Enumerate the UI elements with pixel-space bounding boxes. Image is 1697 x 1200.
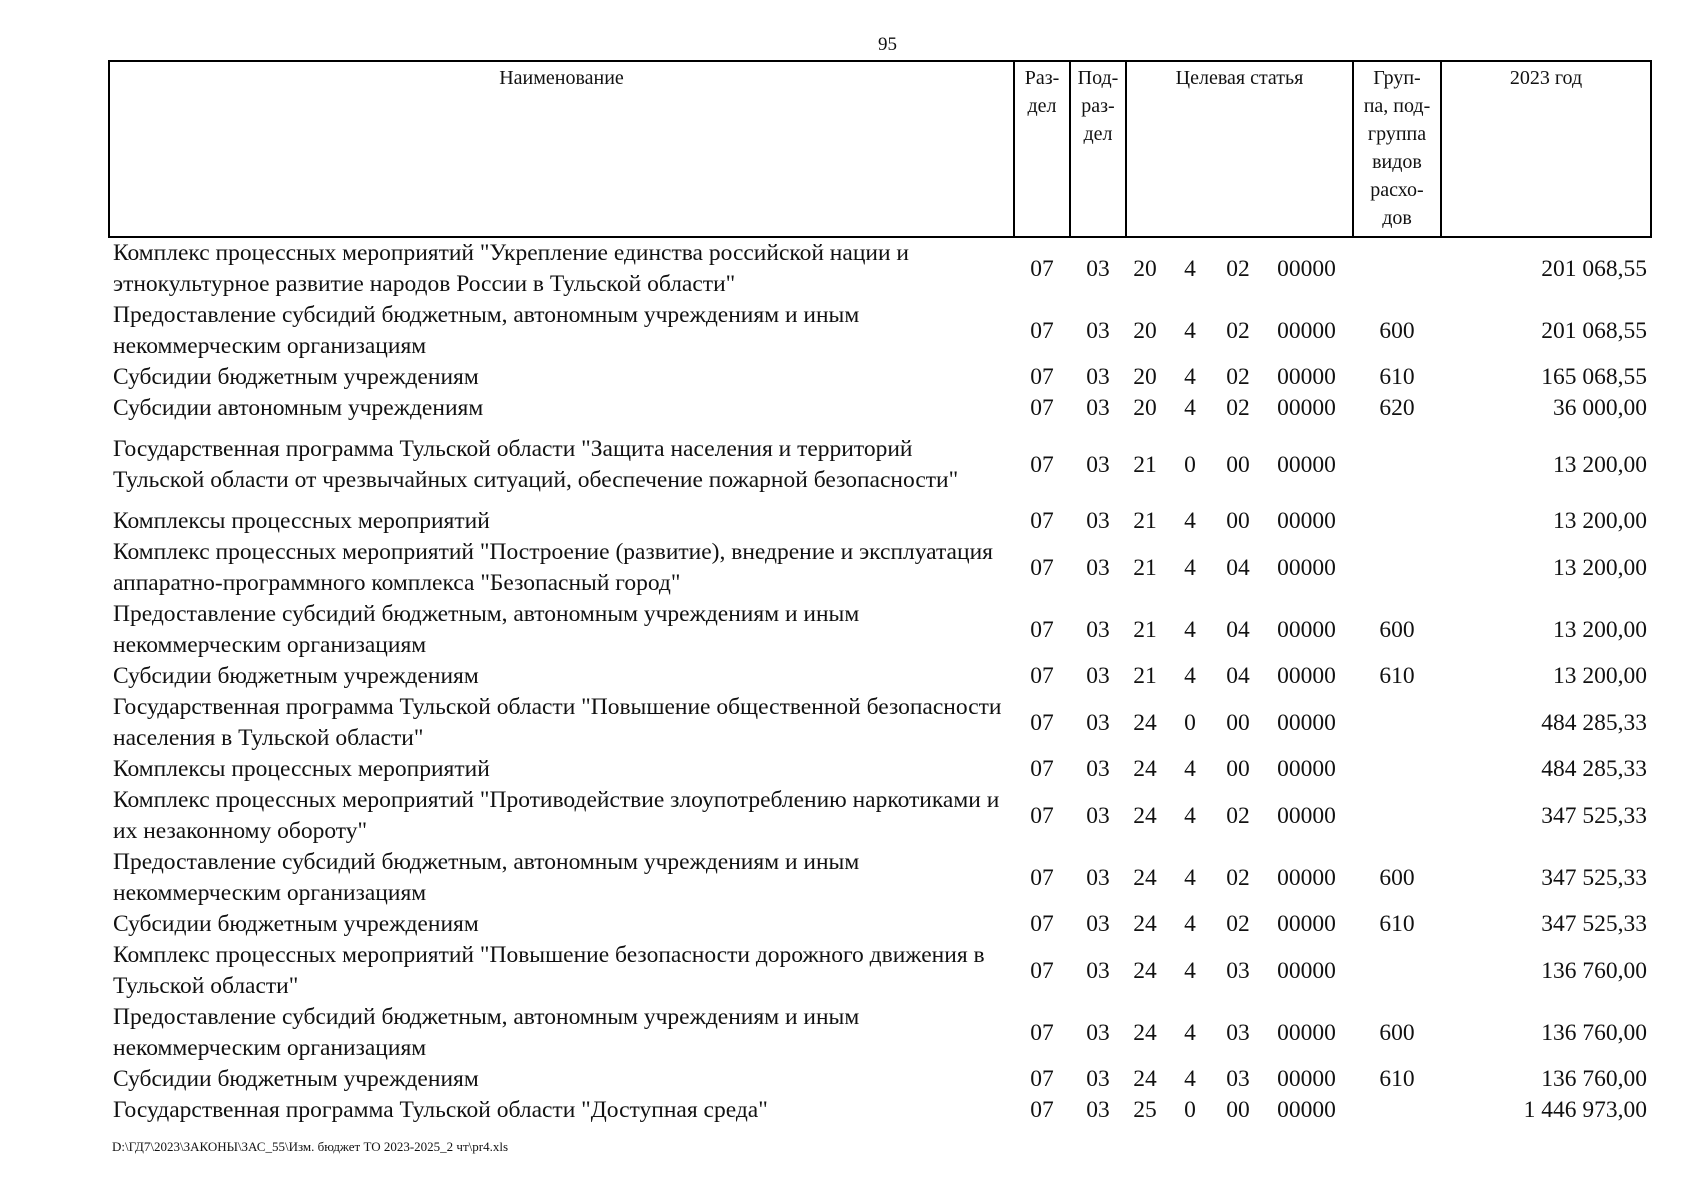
row-target-direction: 00000 (1277, 554, 1336, 581)
row-podrazdel: 03 (1086, 255, 1110, 282)
row-target-program: 21 (1133, 663, 1157, 689)
row-razdel: 07 (1030, 317, 1054, 344)
row-target-subprogram: 00 (1226, 756, 1250, 782)
row-expense-group (1353, 424, 1441, 506)
row-target-type: 4 (1184, 802, 1196, 829)
row-target-program: 20 (1133, 364, 1157, 390)
row-podrazdel: 03 (1086, 508, 1110, 534)
row-target-program: 21 (1133, 616, 1157, 643)
row-amount-2023: 13 200,00 (1553, 451, 1647, 478)
row-name: Субсидии автономным учреждениям (113, 395, 484, 421)
row-amount-2023: 136 760,00 (1541, 1019, 1647, 1046)
header-name: Наименование (109, 61, 1014, 237)
table-body (109, 237, 1651, 1126)
row-razdel: 07 (1030, 1019, 1054, 1046)
row-razdel: 07 (1030, 451, 1054, 478)
row-razdel: 07 (1030, 255, 1054, 282)
file-path-footer: D:\ГД7\2023\ЗАКОНЫ\ЗАС_55\Изм. бюджет ТО 2023-2025_2 чт\pr4.xls (112, 1139, 509, 1154)
row-razdel: 07 (1030, 1097, 1054, 1123)
row-name: Предоставление субсидий бюджетным, автономным учреждениям и иным некоммерческим организациям (113, 1004, 860, 1061)
row-expense-group (1353, 537, 1441, 599)
row-name: Субсидии бюджетным учреждениям (113, 911, 479, 937)
row-podrazdel: 03 (1086, 911, 1110, 937)
row-target-type: 4 (1184, 756, 1196, 782)
row-target-subprogram: 02 (1226, 395, 1250, 421)
row-target-program: 25 (1133, 1097, 1157, 1123)
row-target-type: 4 (1184, 864, 1196, 891)
row-name: Предоставление субсидий бюджетным, автономным учреждениям и иным некоммерческим организациям (113, 601, 860, 658)
header-group: Груп- па, под- группа видов расхо- дов (1353, 61, 1441, 237)
row-target-subprogram: 02 (1226, 911, 1250, 937)
table-row (109, 424, 1651, 506)
row-target-direction: 00000 (1277, 364, 1336, 390)
row-razdel: 07 (1030, 957, 1054, 984)
row-name: Комплекс процессных мероприятий "Укрепление единства российской нации и этнокультурное развитие народов России в Тульской области" (113, 240, 909, 297)
row-target-direction: 00000 (1277, 317, 1336, 344)
row-target-program: 21 (1133, 508, 1157, 534)
table-row (109, 692, 1651, 754)
row-target-type: 0 (1184, 709, 1196, 736)
row-target-direction: 00000 (1277, 1019, 1336, 1046)
row-amount-2023: 36 000,00 (1553, 395, 1647, 421)
table-row (109, 300, 1651, 362)
row-target-type: 0 (1184, 1097, 1196, 1123)
row-amount-2023: 13 200,00 (1553, 616, 1647, 643)
row-target-program: 24 (1133, 1019, 1157, 1046)
row-name: Государственная программа Тульской области "Повышение общественной безопасности населения в Тульской области" (113, 694, 1002, 751)
table-row (109, 785, 1651, 847)
row-name: Комплексы процессных мероприятий (113, 756, 490, 782)
row-razdel: 07 (1030, 864, 1054, 891)
row-target-type: 4 (1184, 957, 1196, 984)
row-target-direction: 00000 (1277, 255, 1336, 282)
row-amount-2023: 347 525,33 (1541, 864, 1647, 891)
row-target-direction: 00000 (1277, 616, 1336, 643)
row-target-program: 24 (1133, 756, 1157, 782)
row-target-program: 24 (1133, 709, 1157, 736)
row-razdel: 07 (1030, 911, 1054, 937)
row-amount-2023: 201 068,55 (1541, 317, 1647, 344)
row-podrazdel: 03 (1086, 1066, 1110, 1092)
row-expense-group (1353, 1095, 1441, 1126)
row-amount-2023: 136 760,00 (1541, 957, 1647, 984)
row-target-subprogram: 00 (1226, 709, 1250, 736)
row-expense-group (1353, 785, 1441, 847)
row-podrazdel: 03 (1086, 451, 1110, 478)
row-target-subprogram: 02 (1226, 255, 1250, 282)
row-razdel: 07 (1030, 1066, 1054, 1092)
row-target-type: 4 (1184, 1019, 1196, 1046)
row-target-type: 4 (1184, 508, 1196, 534)
row-target-program: 20 (1133, 317, 1157, 344)
row-podrazdel: 03 (1086, 395, 1110, 421)
row-target-program: 24 (1133, 802, 1157, 829)
row-target-subprogram: 03 (1226, 1019, 1250, 1046)
table-row (109, 1095, 1651, 1126)
header-year: 2023 год (1441, 61, 1651, 237)
row-expense-group: 600 (1379, 317, 1415, 344)
table-row (109, 909, 1651, 940)
row-name: Субсидии бюджетным учреждениям (113, 663, 479, 689)
row-podrazdel: 03 (1086, 317, 1110, 344)
table-row (109, 506, 1651, 537)
row-name: Комплекс процессных мероприятий "Построение (развитие), внедрение и эксплуатация аппаратно-программного комплекса "Безопасный город" (113, 539, 993, 596)
row-expense-group (1353, 940, 1441, 1002)
table-row (109, 940, 1651, 1002)
row-target-type: 0 (1184, 451, 1196, 478)
row-razdel: 07 (1030, 802, 1054, 829)
row-expense-group: 600 (1379, 864, 1415, 891)
row-target-direction: 00000 (1277, 451, 1336, 478)
row-expense-group (1353, 237, 1441, 300)
row-razdel: 07 (1030, 663, 1054, 689)
row-amount-2023: 13 200,00 (1553, 663, 1647, 689)
table-row (109, 1064, 1651, 1095)
row-name: Государственная программа Тульской области "Доступная среда" (113, 1097, 768, 1123)
row-target-program: 24 (1133, 911, 1157, 937)
row-target-direction: 00000 (1277, 663, 1336, 689)
row-target-program: 21 (1133, 451, 1157, 478)
table-header (109, 61, 1651, 237)
row-name: Субсидии бюджетным учреждениям (113, 364, 479, 390)
row-amount-2023: 201 068,55 (1541, 255, 1647, 282)
row-target-type: 4 (1184, 616, 1196, 643)
row-target-subprogram: 00 (1226, 451, 1250, 478)
row-podrazdel: 03 (1086, 1097, 1110, 1123)
row-amount-2023: 13 200,00 (1553, 508, 1647, 534)
row-amount-2023: 347 525,33 (1541, 911, 1647, 937)
row-expense-group (1353, 506, 1441, 537)
row-amount-2023: 484 285,33 (1541, 709, 1647, 736)
row-target-direction: 00000 (1277, 756, 1336, 782)
row-razdel: 07 (1030, 554, 1054, 581)
row-target-type: 4 (1184, 911, 1196, 937)
table-row (109, 754, 1651, 785)
row-amount-2023: 13 200,00 (1553, 554, 1647, 581)
table-row (109, 599, 1651, 661)
row-target-direction: 00000 (1277, 395, 1336, 421)
table-row (109, 1002, 1651, 1064)
row-razdel: 07 (1030, 709, 1054, 736)
row-name: Субсидии бюджетным учреждениям (113, 1066, 479, 1092)
row-target-type: 4 (1184, 395, 1196, 421)
row-target-subprogram: 04 (1226, 554, 1250, 581)
row-target-type: 4 (1184, 554, 1196, 581)
table-row (109, 237, 1651, 300)
row-target-type: 4 (1184, 663, 1196, 689)
row-target-direction: 00000 (1277, 709, 1336, 736)
row-amount-2023: 136 760,00 (1541, 1066, 1647, 1092)
row-podrazdel: 03 (1086, 554, 1110, 581)
row-razdel: 07 (1030, 508, 1054, 534)
row-target-subprogram: 02 (1226, 802, 1250, 829)
row-name: Государственная программа Тульской области "Защита населения и территорий Тульской области от чрезвычайных ситуаций, обеспечение пожарной безопасности" (113, 436, 959, 493)
row-expense-group: 600 (1379, 1019, 1415, 1046)
header-razdel: Раз- дел (1014, 61, 1070, 237)
row-target-direction: 00000 (1277, 508, 1336, 534)
row-podrazdel: 03 (1086, 709, 1110, 736)
row-expense-group (1353, 692, 1441, 754)
row-podrazdel: 03 (1086, 364, 1110, 390)
row-target-program: 24 (1133, 957, 1157, 984)
row-amount-2023: 347 525,33 (1541, 802, 1647, 829)
row-razdel: 07 (1030, 756, 1054, 782)
table-row (109, 661, 1651, 692)
row-amount-2023: 1 446 973,00 (1523, 1097, 1647, 1123)
row-target-program: 24 (1133, 1066, 1157, 1092)
table-row (109, 393, 1651, 424)
row-target-subprogram: 02 (1226, 364, 1250, 390)
row-target-subprogram: 02 (1226, 317, 1250, 344)
row-expense-group: 610 (1379, 364, 1415, 390)
row-target-type: 4 (1184, 255, 1196, 282)
row-podrazdel: 03 (1086, 802, 1110, 829)
row-expense-group: 620 (1379, 395, 1415, 421)
row-target-direction: 00000 (1277, 1097, 1336, 1123)
row-podrazdel: 03 (1086, 957, 1110, 984)
row-expense-group: 610 (1379, 911, 1415, 937)
row-target-subprogram: 00 (1226, 1097, 1250, 1123)
row-target-direction: 00000 (1277, 957, 1336, 984)
table-row (109, 362, 1651, 393)
row-target-type: 4 (1184, 364, 1196, 390)
row-target-subprogram: 00 (1226, 508, 1250, 534)
row-amount-2023: 484 285,33 (1541, 756, 1647, 782)
page-number: 95 (878, 34, 897, 55)
row-razdel: 07 (1030, 616, 1054, 643)
header-target-article: Целевая статья (1126, 61, 1353, 237)
row-amount-2023: 165 068,55 (1541, 364, 1647, 390)
row-name: Комплекс процессных мероприятий "Повышение безопасности дорожного движения в Тульской области" (113, 942, 985, 999)
row-target-type: 4 (1184, 1066, 1196, 1092)
row-target-program: 24 (1133, 864, 1157, 891)
row-expense-group: 610 (1379, 663, 1415, 689)
header-podrazdel: Под- раз- дел (1070, 61, 1126, 237)
row-target-program: 21 (1133, 554, 1157, 581)
row-target-program: 20 (1133, 255, 1157, 282)
row-target-direction: 00000 (1277, 864, 1336, 891)
row-target-direction: 00000 (1277, 802, 1336, 829)
row-target-subprogram: 03 (1226, 1066, 1250, 1092)
row-podrazdel: 03 (1086, 663, 1110, 689)
table-row (109, 847, 1651, 909)
row-expense-group: 600 (1379, 616, 1415, 643)
row-podrazdel: 03 (1086, 1019, 1110, 1046)
budget-table (108, 60, 1652, 1126)
row-expense-group (1353, 754, 1441, 785)
row-razdel: 07 (1030, 364, 1054, 390)
row-name: Комплексы процессных мероприятий (113, 508, 490, 534)
row-target-subprogram: 02 (1226, 864, 1250, 891)
row-name: Предоставление субсидий бюджетным, автономным учреждениям и иным некоммерческим организациям (113, 302, 860, 359)
row-podrazdel: 03 (1086, 616, 1110, 643)
row-target-subprogram: 03 (1226, 957, 1250, 984)
row-target-type: 4 (1184, 317, 1196, 344)
row-target-program: 20 (1133, 395, 1157, 421)
row-name: Комплекс процессных мероприятий "Противодействие злоупотреблению наркотиками и их незаконному обороту" (113, 787, 1000, 844)
row-razdel: 07 (1030, 395, 1054, 421)
row-expense-group: 610 (1379, 1066, 1415, 1092)
row-target-direction: 00000 (1277, 911, 1336, 937)
table-row (109, 537, 1651, 599)
row-name: Предоставление субсидий бюджетным, автономным учреждениям и иным некоммерческим организациям (113, 849, 860, 906)
row-podrazdel: 03 (1086, 864, 1110, 891)
row-target-subprogram: 04 (1226, 616, 1250, 643)
row-target-subprogram: 04 (1226, 663, 1250, 689)
row-podrazdel: 03 (1086, 756, 1110, 782)
row-target-direction: 00000 (1277, 1066, 1336, 1092)
